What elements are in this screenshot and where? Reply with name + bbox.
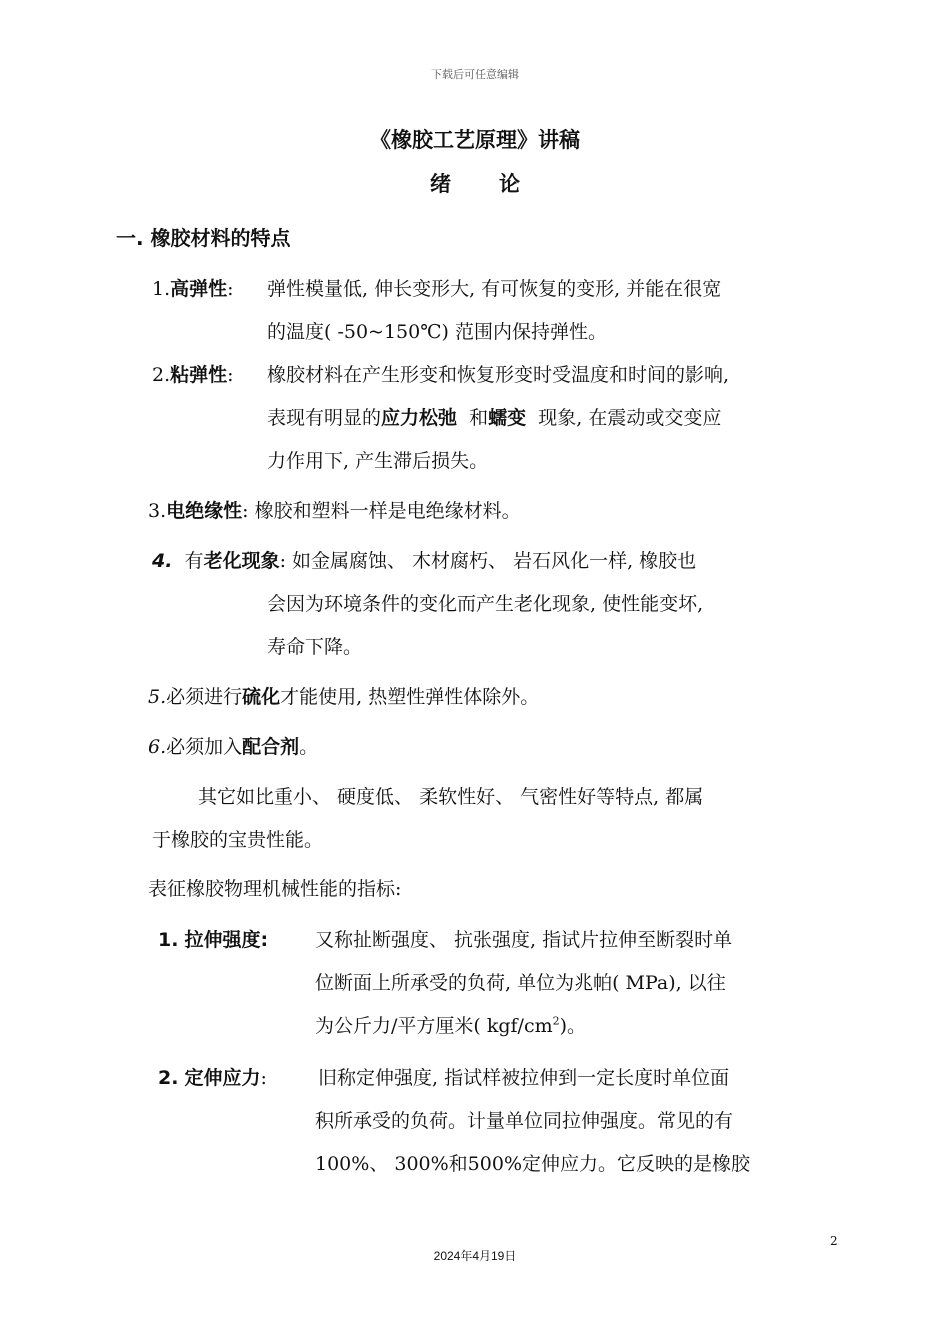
item-number: 6.	[148, 736, 167, 758]
text-span: 现象, 在震动或交变应	[538, 407, 722, 429]
item-number: 2.	[152, 364, 171, 386]
item-number: 2.	[158, 1067, 179, 1089]
item-4-line-3: 寿命下降。	[267, 636, 363, 658]
bold-term: 应力松弛	[381, 407, 458, 429]
item-separator: :	[227, 278, 234, 300]
prop-1-head	[158, 928, 268, 952]
prop-2-line-1: 旧称定伸强度, 指试样被拉伸到一定长度时单位面	[318, 1067, 730, 1089]
item-number: 1.	[152, 278, 171, 300]
paragraph-2: 表征橡胶物理机械性能的指标:	[148, 878, 402, 900]
prop-1-line-2: 位断面上所承受的负荷, 单位为兆帕( MPa), 以往	[315, 972, 726, 994]
item-2-head	[152, 363, 234, 387]
prop-1-line-1: 又称扯断强度、 抗张强度, 指试片拉伸至断裂时单	[315, 929, 733, 951]
text-span: 才能使用, 热塑性弹性体除外。	[280, 686, 540, 708]
item-4-line-2: 会因为环境条件的变化而产生老化现象, 使性能变坏,	[267, 593, 704, 615]
document-title: 《橡胶工艺原理》讲稿	[370, 128, 580, 152]
item-term: 高弹性	[170, 278, 228, 300]
item-1-line-1: 弹性模量低, 伸长变形大, 有可恢复的变形, 并能在很宽	[267, 278, 722, 300]
item-term: 老化现象	[203, 550, 280, 572]
prop-2-head	[158, 1066, 267, 1090]
item-4-line-1: : 如金属腐蚀、 木材腐朽、 岩石风化一样, 橡胶也	[279, 550, 697, 572]
page-footer-date: 2024年4月19日	[433, 1249, 517, 1263]
text-span: 必须加入	[166, 736, 243, 758]
document-subtitle: 绪论	[430, 172, 568, 196]
text-span: 表现有明显的	[267, 407, 382, 429]
superscript: 2	[552, 1014, 560, 1028]
item-number: 4.	[152, 550, 173, 572]
item-term: 定伸应力	[184, 1067, 261, 1089]
item-separator: :	[260, 1067, 267, 1089]
item-5	[148, 685, 539, 709]
bold-term: 蠕变	[488, 407, 527, 429]
section-heading: 一. 橡胶材料的特点	[116, 226, 291, 250]
prop-2-line-2: 积所承受的负荷。计量单位同拉伸强度。常见的有	[315, 1110, 734, 1132]
prop-2-line-3: 100%、 300%和500%定伸应力。它反映的是橡胶	[315, 1153, 750, 1175]
item-separator: :	[227, 364, 234, 386]
text-span: 和	[469, 407, 489, 429]
item-2-line-2	[267, 406, 721, 430]
item-number: 1.	[158, 929, 179, 951]
prop-1-line-3	[315, 1014, 586, 1038]
text-span: 为公斤力/平方厘米( kgf/cm	[315, 1015, 553, 1037]
item-4-head	[152, 549, 696, 573]
text-span: )。	[559, 1015, 587, 1037]
item-term: 硫化	[242, 686, 281, 708]
text-span: 。	[299, 736, 319, 758]
item-term: 拉伸强度	[184, 929, 261, 951]
paragraph-1-line-2: 于橡胶的宝贵性能。	[152, 829, 324, 851]
item-number: 3.	[148, 500, 167, 522]
item-separator: :	[260, 929, 269, 951]
text-span: 有	[184, 550, 204, 572]
item-1-head	[152, 277, 234, 301]
page-number: 2	[830, 1234, 838, 1248]
item-term: 电绝缘性	[166, 500, 243, 522]
item-2-line-3: 力作用下, 产生滞后损失。	[267, 450, 489, 472]
item-2-line-1: 橡胶材料在产生形变和恢复形变时受温度和时间的影响,	[267, 364, 730, 386]
item-6	[148, 735, 318, 759]
page-header: 下载后可任意编辑	[431, 69, 519, 81]
item-number: 5.	[148, 686, 167, 708]
item-term: 粘弹性	[170, 364, 228, 386]
item-term: 配合剂	[242, 736, 300, 758]
paragraph-1-line-1: 其它如比重小、 硬度低、 柔软性好、 气密性好等特点, 都属	[198, 786, 704, 808]
text-span: 必须进行	[166, 686, 243, 708]
item-3	[148, 499, 521, 523]
item-1-line-2: 的温度( -50~150℃) 范围内保持弹性。	[267, 321, 607, 343]
item-text: : 橡胶和塑料一样是电绝缘材料。	[242, 500, 521, 522]
